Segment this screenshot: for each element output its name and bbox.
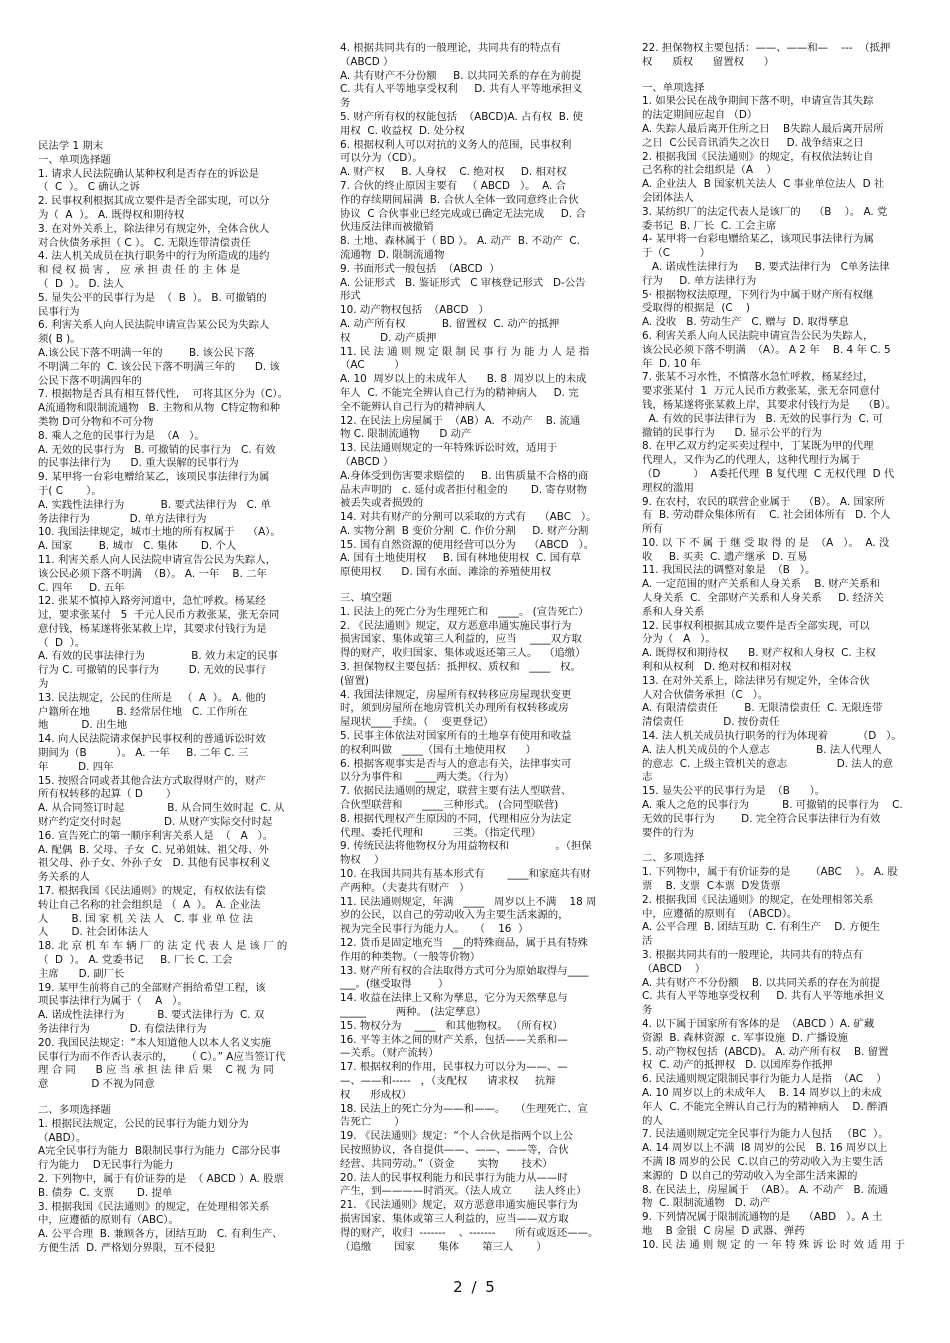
text-line: 屋现状____手续。（ 变更登记） <box>340 716 494 729</box>
text-line: C. 共有人平等地享受权利 D. 共有人平等地承担义 <box>642 990 885 1003</box>
text-line: 该公民必须下落不明满 （B）。 A. 一年 B. 二年 <box>38 567 267 580</box>
text-line: 8. 乘人之危的民事行为是 （A ）。 <box>38 429 205 442</box>
text-line: 理 合 同 B 应 当 承 担 法 律 后 果 C 视 为 同 <box>38 1064 274 1077</box>
text-line: 11. 民法通则规定，年满 ____ 周岁以上不满 18 周 <box>340 895 597 908</box>
text-line: 10. 动产物权包括 （ABCD ） <box>340 304 489 317</box>
text-line: B. 债券 C. 支票 D. 提单 <box>38 1186 173 1199</box>
text-line: 9. 下列情况属于限制流通物的是 （ABD ）。A 土 <box>642 1211 883 1224</box>
text-line: 年人 C. 不能完全辨认自己行为的精神病人 D. 醉酒 <box>642 1100 888 1113</box>
text-line: （追缴 国家 集体 第三人 ） <box>340 1240 547 1253</box>
text-line: （D ） A委托代理 B 复代理 C 无权代理 D 代 <box>642 467 895 480</box>
text-line: 年人 C. 不能完全辨认自己行为的精神病人 D. 完 <box>340 386 579 399</box>
text-line: 15. 按照合同或者其他合法方式取得财产的，财产 <box>38 774 266 787</box>
text-line: 民法学 1 期末 <box>38 140 104 152</box>
text-line: 地 D. 出生地 <box>38 719 128 732</box>
text-line: 中，应遵循的原则有 （ABCD）。 <box>642 907 798 920</box>
text-line: A. 14 周岁以上不满 l8 周岁的公民 B. 16 周岁以上 <box>642 1142 888 1155</box>
text-line: 15. 物权分为 ____ 和其他物权。 （所有权） <box>340 1019 563 1032</box>
text-line: 20. 法人的民事权利能力和民事行为能力从——时 <box>340 1171 568 1184</box>
text-line: A.身体受到伤害要求赔偿的 B. 出售质量不合格的商 <box>340 469 589 482</box>
text-line: 10. 民 法 通 则 规 定 的 一 年 特 殊 诉 讼 时 效 适 用 于 <box>642 1238 906 1251</box>
blank-line <box>340 580 610 592</box>
text-line: 中，应遵循的原则有（ABC）。 <box>38 1214 179 1227</box>
text-line: 于( C ）。 <box>38 484 102 497</box>
text-line: 所有 <box>642 523 663 536</box>
text-line: 15. 国有自然资源的使用经营可以分为 （ABCD ）。 <box>340 538 595 551</box>
text-line: 不满 l8 周岁的公民 C.以自己的劳动收入为主要生活 <box>642 1155 884 1168</box>
text-line: 公民下落不明满四年的 <box>38 374 142 387</box>
text-line: 14. 收益在法律上又称为孳息，它分为天然孳息与 <box>340 992 568 1005</box>
text-line: 2. 根据我国《民法通则》的规定，有权依法转让自 <box>642 150 874 163</box>
text-line: 利和从权利 D. 绝对权和相对权 <box>642 661 792 674</box>
text-line: 资源 B. 森林资源 c. 军事设施 D. 广播设施 <box>642 1031 848 1044</box>
text-line: 12. 货币是固定地充当 __的特殊商品，属于具有特殊 <box>340 937 588 949</box>
text-line: 清偿责任 D. 按份责任 <box>642 716 780 729</box>
text-line: 票 B. 支票 C本票 D发货票 <box>642 880 781 893</box>
text-line: 之日 C公民音讯消失之次日 D. 战争结束之日 <box>642 136 864 149</box>
text-line: A. 共有财产不分份额 B. 以共同关系的存在为前提 <box>642 976 880 989</box>
text-line: 12. 民事权利根据其成立要件是否全部实现，可以 <box>642 619 870 632</box>
text-line: 权 质权 留置权 ） <box>642 55 775 68</box>
text-line: 3. 根据我国《民法通则》的规定，在处理相邻关系 <box>38 1200 270 1213</box>
text-line: 权 D. 动产质押 <box>340 331 437 344</box>
text-line: A. 有效的民事法律行为 B. 效力未定的民事 <box>38 650 278 663</box>
text-line: 转让自己名称的社会组织是 （ A ）。 A. 企业法 <box>38 898 261 911</box>
text-line: 对合伙债务承担（ C ）。 C. 无限连带清偿责任 <box>38 236 251 249</box>
text-line: 该公民必须下落不明满 （A）。 A 2 年 B. 4 年 C. 5 <box>642 343 891 356</box>
text-line: C. 共有人平等地享受权利 D. 共有人平等地承担义 <box>340 83 583 96</box>
text-line: （ D ）。 <box>38 636 86 649</box>
text-line: 4- 某甲将一台彩电赠给某乙，该项民事法律行为属 <box>642 233 874 246</box>
text-line: 4. 我国法律规定，房屋所有权转移应房屋现状变更 <box>340 688 572 701</box>
text-line: 务 <box>340 97 351 110</box>
text-line: A. 诺成性法律行为 B. 要式法律行为 C单务法律 <box>642 260 890 273</box>
text-line: 6. 利害关系人向人民法院申请宣告公民为失踪人， <box>642 329 874 342</box>
text-line: 17. 根据我国《民法通则》的规定，有权依法有偿 <box>38 885 266 898</box>
text-line: 5· 根据物权法原理，下列行为中属于财产所有权继 <box>642 288 874 301</box>
text-line: 所有权转移的起算（ D ） <box>38 788 177 801</box>
text-line: 7. 依据民法通则的规定，联营主要有法人型联营、 <box>340 785 572 798</box>
text-line: A. 财产权 B. 人身权 C. 绝对权 D. 相对权 <box>340 166 567 179</box>
text-line: 16. 平等主体之间的财产关系，包括——关系和— <box>340 1033 568 1046</box>
text-line: 务法律行为 D. 单方法律行为 <box>38 512 207 525</box>
text-line: 12. 在民法上房屋属于 （AB）A. 不动产 B. 流通 <box>340 414 581 427</box>
text-line: 13. 财产所有权的合法取得方式可分为原始取得与____ <box>340 964 589 977</box>
text-line: 于（C ） <box>642 247 711 260</box>
text-line: 11. 利害关系人向人民法院申请宣告公民为失踪人， <box>38 553 277 566</box>
text-line: A. 实践性法律行为 B. 要式法律行为 C. 单 <box>38 498 271 511</box>
text-line: 品未声明的 c. 延付或者拒付租金的 D. 寄存财物 <box>340 483 587 496</box>
text-line: （ D ）。 A. 党委书记 B. 厂长 C. 工会 <box>38 954 233 967</box>
text-line: A流通物和限制流通物 B. 主物和从物 C特定物和种 <box>38 402 281 415</box>
text-line: 1. 请求人民法院确认某种权利是否存在的诉讼是 <box>38 167 260 180</box>
text-line: A. 一定范围的财产关系和人身关系 B. 财产关系和 <box>642 578 880 591</box>
text-line: A.该公民下落不明满一年的 B. 该公民下落 <box>38 346 255 359</box>
text-line: 意 D 不视为同意 <box>38 1078 155 1091</box>
text-line: 7. 合伙的终止原因主要有 （ ABCD ）。 A. 合 <box>340 179 567 192</box>
text-line: 户籍所在地 B. 经常居住地 C. 工作所在 <box>38 705 248 718</box>
column-right <box>642 42 914 1253</box>
text-line: 8. 在甲乙双方约定买卖过程中，丁某既为甲的代理 <box>642 440 874 453</box>
text-line: A. 动产所有权 B. 留置权 C. 动产的抵押 <box>340 317 560 330</box>
text-line: A. 没收 B. 劳动生产 C. 赠与 D. 取得孳息 <box>642 316 849 329</box>
text-line: 1. 根据民法规定，公民的民事行为能力划分为 <box>38 1117 249 1130</box>
text-line: 二、多项选择 <box>642 852 705 865</box>
text-line: A. 法人机关成员的个人意志 B. 法人代理人 <box>642 743 882 756</box>
text-line: 一、单项选择 <box>642 81 705 94</box>
text-line: 己名称的社会组织是（A ） <box>642 164 777 177</box>
text-line: A. 共有财产不分份额 B. 以共同关系的存在为前提 <box>340 69 582 82</box>
text-line: ___。(继受取得 ） <box>340 978 449 991</box>
text-line: A. 10 周岁以上的未成年人 B. 14 周岁以上的未成 <box>642 1086 882 1099</box>
text-line: 1. 下列物中，属于有价证券的是 （ABC ）。 A. 股 <box>642 866 898 879</box>
column-left <box>38 140 310 1256</box>
text-line: 用权 C. 收益权 D. 处分权 <box>340 124 465 137</box>
text-line: 损害国家、集体或第三人利益的，应当 ____双方取 <box>340 633 582 646</box>
text-line: 物 C. 限制流通物 D 动产 <box>340 428 472 441</box>
page-number: 2 / 5 <box>453 1278 497 1296</box>
text-line: 要件的行为 <box>642 826 694 839</box>
text-line: 视为完全民事行为能力人。 （ 16 ） <box>340 923 529 936</box>
text-line: 经营、共同劳动。”（资金 实物 技术） <box>340 1157 553 1170</box>
text-line: 祖父母、孙子女、外孙子女 D. 其他有民事权利义 <box>38 857 271 870</box>
text-line: 9. 书面形式一般包括 （ABCD ） <box>340 262 500 275</box>
blank-line <box>642 70 914 82</box>
text-line: 19. 某甲生前将自己的全部财产捐给希望工程，该 <box>38 981 266 994</box>
text-line: 民按照协议，各自提供——、——、——等，合伙 <box>340 1143 569 1156</box>
text-line: 损害国家、集体或第三人利益的，应当——双方取 <box>340 1212 569 1225</box>
text-line: 6. 民法通则规定限制民事行为能力人是指 （AC ） <box>642 1073 887 1086</box>
text-line: 作的存续期间届满 B. 合伙人全体一致同意终止合伙 <box>340 193 579 206</box>
text-line: 21. 《民法通则》规定，双方恶意串通实施民事行为 <box>340 1199 579 1212</box>
text-line: 项民事法律行为属于（ A ）。 <box>38 995 188 1008</box>
text-line: 物 C. 限制流通物 D. 动产 <box>642 1197 771 1210</box>
text-line: 得的财产，收归 ------- 、------- 所有或返还——。 <box>340 1226 599 1239</box>
text-line: 告死亡 ） <box>340 1116 405 1129</box>
text-line: 行为 D. 单方法律行为 <box>642 274 757 287</box>
text-line: 要求张某付 1 万元人民币方救张某，张无奈同意付 <box>642 385 881 398</box>
text-line: 伙违反法律而被撤销 <box>340 221 434 234</box>
text-line: 流通物 D. 限制流通物 <box>340 248 445 261</box>
text-line: —关系。（财产流转） <box>340 1047 439 1060</box>
text-line: 来源的 D 以自己的劳动收入为全部生活来源的 <box>642 1169 858 1182</box>
text-line: 为 <box>38 678 49 691</box>
text-line: A完全民事行为能力 B限制民事行为能力 C部分民事 <box>38 1145 281 1158</box>
text-line: 12. 张某不慎掉入路旁河道中，急忙呼救。杨某经 <box>38 595 266 608</box>
text-line: 的意志 C. 上级主管机关的意志 D. 法人的意 <box>642 757 893 770</box>
text-line: 类物 D可分物和不可分物 <box>38 415 154 428</box>
text-line: A. 国有土地使用权 B. 国有林地使用权 C. 国有草 <box>340 552 581 565</box>
text-line: 10. 在我国共同共有基本形式有 ____和家庭共有财 <box>340 868 591 881</box>
text-line: 产两种。（夫妻共有财产 ） <box>340 881 470 894</box>
text-line: 主席 D. 副厂长 <box>38 967 125 980</box>
text-line: 人对合伙债务承担（C ）。 <box>642 688 769 701</box>
text-line: 务 <box>642 1004 653 1017</box>
text-line: 志 <box>642 771 653 784</box>
text-line: 可以分为（CD）。 <box>340 152 423 165</box>
text-line: C. 四年 D. 五年 <box>38 581 125 594</box>
text-line: 6. 利害关系人向人民法院申请宣告某公民为失踪人 <box>38 319 270 332</box>
text-line: 22. 担保物权主要包括：——、——和— --- （抵押 <box>642 42 891 54</box>
text-line: 10. 我国法律规定，城市土地的所有权属于 （A）。 <box>38 526 281 539</box>
text-line: 三、填空题 <box>340 592 392 605</box>
text-line: A. 失踪人最后离开住所之日 B失踪人最后离开居所 <box>642 122 884 135</box>
text-line: —、——和----- ，（支配权 请求权 抗辩 <box>340 1074 556 1087</box>
text-line: A. 10 周岁以上的未成年人 B. 8 周岁以上的未成 <box>340 373 587 386</box>
text-line: 二、多项选择题 <box>38 1103 111 1116</box>
text-line: 15. 显失公平的民事行为是 （B ）。 <box>642 785 826 798</box>
text-line: 原使用权 D. 国有水面、滩涂的养殖使用权 <box>340 566 552 579</box>
text-line: 3. 某纺织厂的法定代表人是该厂的 （B ）。 A. 党 <box>642 205 888 218</box>
text-line: A. 实物分割 B 变价分割 C. 作价分割 D. 财产分割 <box>340 524 589 537</box>
text-line: A. 有效的民事法律行为 B. 无效的民事行为 C. 可 <box>642 412 883 425</box>
text-line: 11. 民 法 通 则 规 定 限 制 民 事 行 为 能 力 人 是 指 <box>340 345 590 358</box>
text-line: 2. 民事权利根据其成立要件是否全部实现，可以分 <box>38 195 270 208</box>
text-line: （ABCD ） <box>340 55 394 68</box>
text-line: 财产约定交付时起 D. 从财产实际交付时起 <box>38 816 273 829</box>
text-line: 人身关系 C. 全部财产关系和人身关系 D. 经济关 <box>642 592 884 605</box>
text-line: 4. 根据共同共有的一般理论，共同共有的特点有 <box>340 42 562 54</box>
text-line: A. 国家 B. 城市 C. 集体 D. 个人 <box>38 540 237 553</box>
text-line: 9. 传统民法将他物权分为用益物权和 。（担保 <box>340 840 592 853</box>
text-line: 6. 根据权利人可以对抗的义务人的范围，民事权利 <box>340 138 572 151</box>
text-line: 活 <box>642 935 653 948</box>
text-line: 1. 如果公民在战争期间下落不明，申请宣告其失踪 <box>642 95 874 108</box>
text-line: 不明满二年的 C. 该公民下落不明满三年的 D. 该 <box>38 360 280 373</box>
text-line: 须( B )。 <box>38 333 81 346</box>
text-line: 行为 C. 可撤销的民事行为 D. 无效的民事行 <box>38 664 266 677</box>
text-line: 6. 根据客观事实是否与人的意志有关，法律事实可 <box>340 757 572 770</box>
text-line: 务法律行为 D. 有偿法律行为 <box>38 1023 207 1035</box>
text-line: 年 D. 10 年 <box>642 357 701 370</box>
text-line: 全不能辨认自己行为的精神病人 <box>340 400 486 413</box>
text-line: 5. 显失公平的民事行为是 （ B ）。 B. 可撤销的 <box>38 291 267 304</box>
text-line: 意付钱，杨某遂将张某救上岸，其要求付钱行为是 <box>38 622 267 635</box>
text-line: 得的财产，收归国家、集体或返还第三人。 （追缴） <box>340 647 586 660</box>
text-line: 11. 我国民法的调整对象是 （B ）。 <box>642 564 816 577</box>
text-line: 18. 北 京 机 车 车 辆 厂 的 法 定 代 表 人 是 该 厂 的 <box>38 940 288 953</box>
text-line: 4. 以下属于国家所有客体的是 （ABCD ）A. 矿藏 <box>642 1017 875 1030</box>
text-line: 5. 动产物权包括 (ABCD)。 A. 动产所有权 B. 留置 <box>642 1045 889 1058</box>
text-line: 13. 民法规定，公民的住所是 （ A ）。 A. 他的 <box>38 691 266 704</box>
column-middle <box>340 42 610 1254</box>
text-line: （ D ）。 D. 法人 <box>38 277 124 290</box>
text-line: 18. 民法上的死亡分为——和——。 （生理死亡、宣 <box>340 1102 588 1115</box>
text-line: 2. 《民法通则》规定，双方恶意串通实施民事行为 <box>340 619 572 632</box>
text-line: A. 既得权和期待权 B. 财产权和人身权 C. 主权 <box>642 647 876 660</box>
text-line: A. 乘人之危的民事行为 B. 可撤销的民事行为 C. <box>642 799 903 812</box>
text-line: 务关系的人 <box>38 871 90 884</box>
text-line: 20. 我国民法规定：“本人知道他人以本人名义实施 <box>38 1036 272 1049</box>
text-line: 5. 民事主体依法对国家所有的土地享有使用和收益 <box>340 730 572 743</box>
text-line: （ABCD ） <box>642 962 706 975</box>
text-line: 作用的种类物。（一般等价物） <box>340 950 481 963</box>
text-line: 8. 土地、森林属于（ BD ）。 A. 动产 B. 不动产 C. <box>340 235 580 248</box>
text-line: 钱，杨某遂将张某救上岸，其要求付钱行为是 （B）。 <box>642 398 897 411</box>
text-line: 协议 C 合伙事业已经完成或已确定无法完成 D. 合 <box>340 207 586 220</box>
text-line: 民事行为 <box>38 305 80 318</box>
text-line: 的民事法律行为 D. 重大误解的民事行为 <box>38 457 239 470</box>
text-line: 期间为（B ）。 A. 一年 B. 二年 C. 三 <box>38 747 249 760</box>
text-line: A. 从合同签订时起 B. 从合同生效时起 C. 从 <box>38 802 285 815</box>
blank-line <box>642 840 914 852</box>
text-line: 14. 对共有财产的分割可以采取的方式有 （ABC ）。 <box>340 511 597 524</box>
text-line: 19. 《民法通则》规定：“个人合伙是指两个以上公 <box>340 1130 574 1143</box>
text-line: A. 公证形式 B. 鉴证形式 C 审核登记形式 D-公告 <box>340 276 586 289</box>
text-line: 过，要求张某付 5 千元人民币方救张某，张无奈同 <box>38 609 280 622</box>
text-line: 形式 <box>340 290 361 303</box>
text-line: 3. 根据共同共有的一般理论，共同共有的特点有 <box>642 949 864 961</box>
text-line: 人 B. 国 家 机 关 法 人 C. 事 业 单 位 法 <box>38 912 254 925</box>
text-line: 受取得的根据是 (C ) <box>642 302 750 315</box>
text-line: 2. 根据我国《民法通则》的规定，在处理相邻关系 <box>642 893 874 906</box>
text-line: 5. 财产所有权的权能包括 （ABCD)A. 占有权 B. 使 <box>340 110 583 123</box>
text-line: 委书记 B. 厂长 C. 工会主席 <box>642 219 777 232</box>
text-line: A. 企业法人 B 国家机关法人 C 事业单位法人 D 社 <box>642 178 885 191</box>
text-line: 会团体法人 <box>642 191 694 204</box>
text-line: 合伙型联营和 ____三种形式。 (合同型联营) <box>340 799 559 812</box>
text-line: 年 D. 四年 <box>38 760 114 773</box>
text-line: 有 B. 劳动群众集体所有 C. 社会团体所有 D. 个人 <box>642 509 891 522</box>
text-line: 权 形成权） <box>340 1088 412 1101</box>
text-line: 7. 张某不习水性，不慎落水急忙呼救，杨某经过， <box>642 371 874 384</box>
text-line: 以分为事件和 ____两大类。（行为） <box>340 771 515 784</box>
text-line: 1. 民法上的死亡分为生理死亡和 ____。 (宣告死亡） <box>340 605 589 618</box>
text-line: 14. 法人机关成员执行职务的行为体现着 （D ）。 <box>642 730 902 743</box>
text-line: 方便生活 D. 严格划分界限，互不侵犯 <box>38 1241 216 1254</box>
text-line: 3. 担保物权主要包括：抵押权、质权和 ____ 权。 <box>340 661 581 674</box>
text-line: 理权的滥用 <box>642 481 694 494</box>
text-line: A. 无效的民事行为 B. 可撤销的民事行为 C. 有效 <box>38 443 276 456</box>
text-line: （ABD）。 <box>38 1131 87 1144</box>
text-line: 8. 根据代理权产生原因的不同，代理相应分为法定 <box>340 812 572 825</box>
text-line: 无效的民事行为 D. 完全符合民事法律行为有效 <box>642 812 881 825</box>
text-line: （AC ） <box>340 359 405 372</box>
text-line: 系和人身关系 <box>642 605 705 618</box>
text-line: A. 公平合理 B. 兼顾各方，团结互助 C. 有利生产、 <box>38 1228 283 1241</box>
text-line: 4. 法人机关成员在执行职务中的行为所造成的违约 <box>38 250 270 263</box>
text-line: 10. 以 下 不 属 于 继 受 取 得 的 是 （A ）。 A. 没 <box>642 536 890 549</box>
text-line: 7. 根据物是否具有相互替代性, 可将其区分为（C）。 <box>38 388 288 401</box>
text-line: 16. 宣告死亡的第一顺序利害关系人是 （ A ）。 <box>38 829 274 842</box>
text-line: 一、单项选择题 <box>38 153 111 166</box>
text-line: 的权利叫做 ____（国有土地使用权 ） <box>340 743 536 756</box>
text-line: 代理人，又作为乙的代理人，这种代理行为属于 <box>642 454 861 467</box>
text-line: 9. 在农村，农民的联营企业属于 （B）。 A. 国家所 <box>642 495 885 508</box>
text-line: 7. 民法通则规定完全民事行为能力人包括 （BC ）。 <box>642 1128 889 1141</box>
text-line: 3. 在对外关系上，除法律另有规定外，全体合伙人 <box>38 222 270 235</box>
text-line: A. 有限清偿责任 B. 无限清偿责任 C. 无限连带 <box>642 702 883 715</box>
text-line: 代理、委托代理和 三类。（指定代理） <box>340 826 542 839</box>
text-line: 的人 <box>642 1114 663 1127</box>
text-line: 2. 下列物中，属于有价证券的是 （ ABCD ）A. 股票 <box>38 1172 284 1185</box>
text-line: 13. 民法通则规定的一年特殊诉讼时效，适用于 <box>340 442 558 455</box>
text-line: 分为（ A ）。 <box>642 633 716 646</box>
text-line: _____ 两种。 (法定孳息） <box>340 1005 487 1018</box>
text-line: 17. 根据权利的作用，民事权力可以分为——、— <box>340 1061 568 1074</box>
text-line: 权 C. 动产的抵押权 D. 以国库券作抵押 <box>642 1059 833 1072</box>
text-line: 9. 某甲将一台彩电赠给某乙，该项民事法律行为属 <box>38 471 270 484</box>
text-line: 物权 ） <box>340 854 385 867</box>
text-line: 和 侵 权 损 害 ， 应 承 担 责 任 的 主 体 是 <box>38 264 241 277</box>
text-line: 行为能力 D无民事行为能力 <box>38 1159 174 1172</box>
text-line: 产生，到————时消灭。（法人成立 法人终止） <box>340 1185 587 1198</box>
text-line: 被丢失或者损毁的 <box>340 497 424 510</box>
text-line: A. 诺成性法律行为 B. 要式法律行为 C. 双 <box>38 1009 265 1022</box>
text-line: 岁的公民，以自己的劳动收入为主要生活来源的， <box>340 909 569 922</box>
text-line: 收 B. 买卖 C. 遗产继承 D. 互易 <box>642 550 808 563</box>
text-line: （ABCD ） <box>340 455 394 468</box>
text-line: 13. 在对外关系上，除法律另有规定外，全体合伙 <box>642 674 870 687</box>
text-line: 时，须到房屋所在地房管机关办理所有权转移或房 <box>340 702 569 715</box>
text-line: A. 配偶 B. 父母、子女 C. 兄弟姐妹、祖父母、外 <box>38 843 269 856</box>
text-line: 人 D. 社会团体法人 <box>38 926 149 939</box>
text-line: 14. 向人民法院请求保护民事权利的普通诉讼时效 <box>38 733 266 746</box>
text-line: 的法定期间应起自 （D） <box>642 109 758 122</box>
text-line: (留置) <box>340 674 369 687</box>
text-line: 8. 在民法上，房屋属于 （AB）。 A. 不动产 B. 流通 <box>642 1183 888 1196</box>
blank-line <box>38 1092 310 1104</box>
text-line: 地 B 金银 C 房屋 D 武器、弹药 <box>642 1224 805 1237</box>
text-line: （ C ）。 C 确认之诉 <box>38 181 140 194</box>
text-line: 民事行为而不作否认表示的， （ C）。” A应当签订代 <box>38 1050 286 1063</box>
text-line: 撤销的民事行为 D. 显示公平的行为 <box>642 426 822 439</box>
text-line: 为（ A ）。 A. 既得权和期待权 <box>38 208 185 221</box>
text-line: A. 公平合理 B. 团结互助 C. 有利生产 D. 方便生 <box>642 921 881 934</box>
